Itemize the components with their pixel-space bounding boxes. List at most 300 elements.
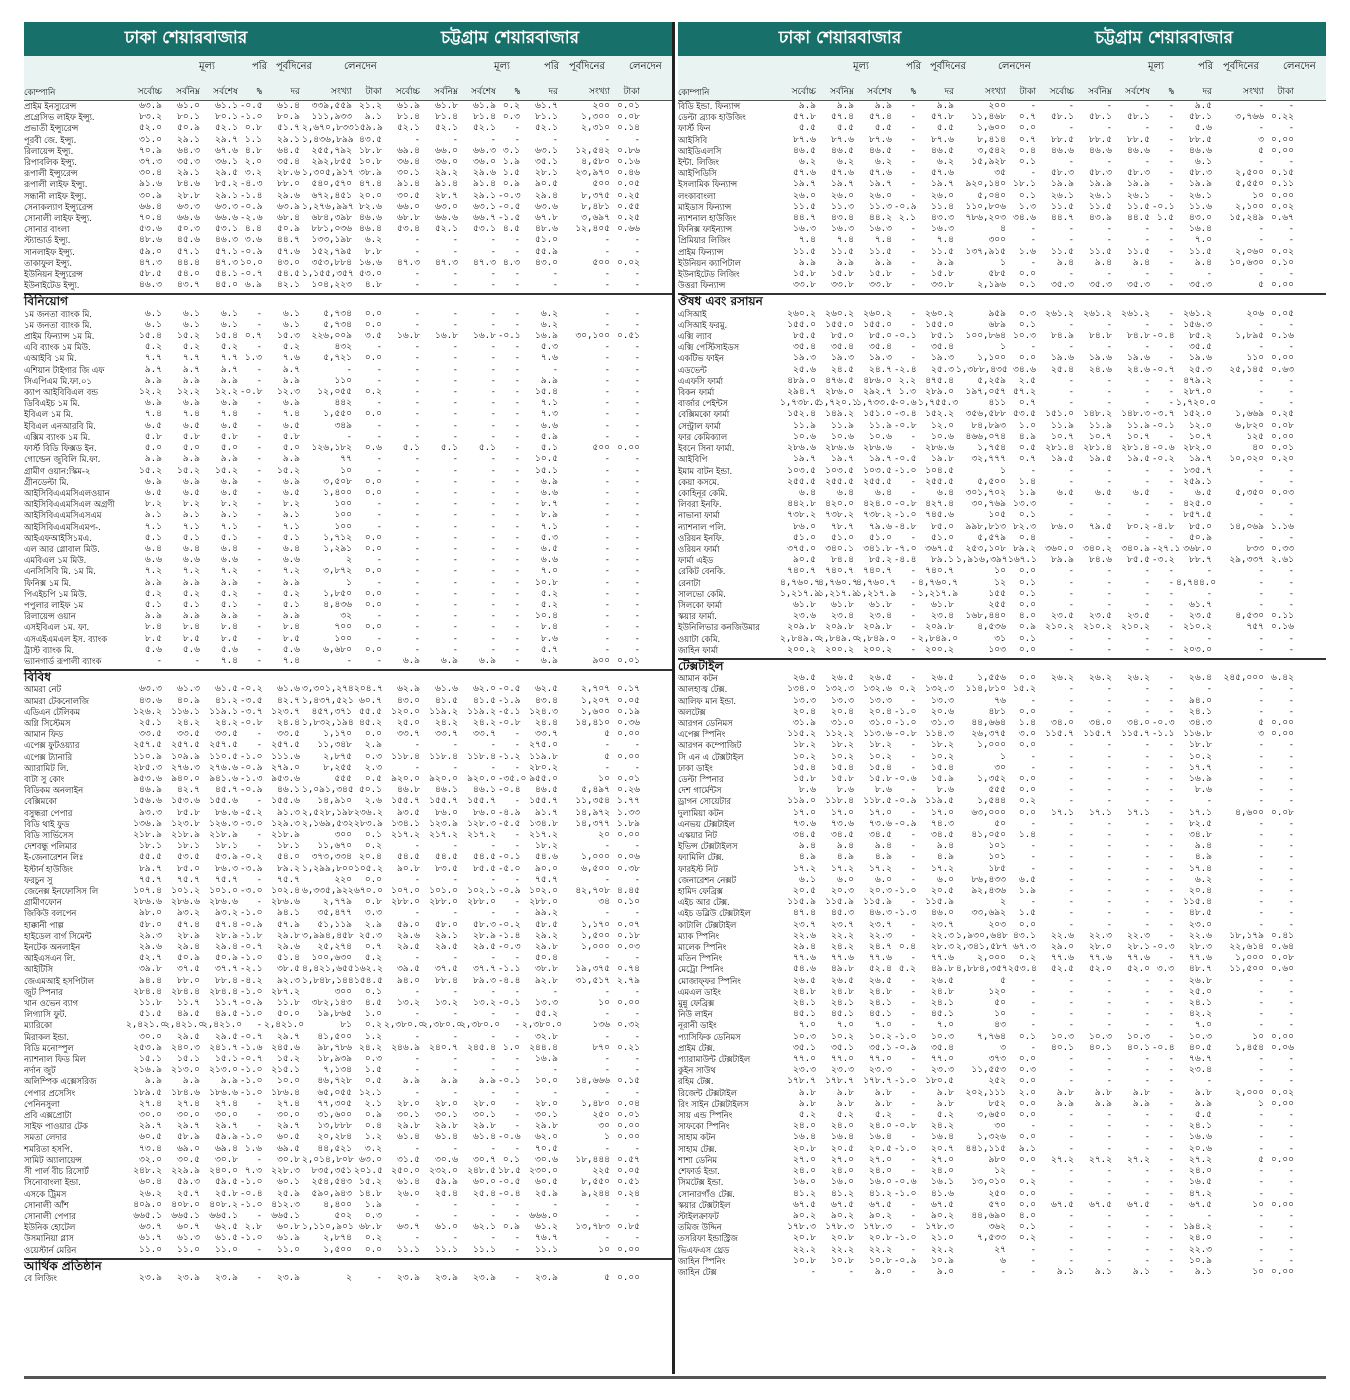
cell-value: ৪০.৯: [177, 695, 200, 706]
cell-value: ০.২৪: [617, 1188, 640, 1199]
cell-value: ১.৩: [244, 353, 262, 364]
cell-value: -: [1068, 123, 1074, 134]
cell-value: -: [604, 409, 610, 420]
cell-value: ১৫.৮: [793, 269, 816, 280]
cell-value: -: [552, 1199, 558, 1210]
cell-value: ১০.৩: [793, 1031, 816, 1042]
cell-value: ৮৪.৯: [1051, 331, 1074, 342]
cell-value: ০.৮: [364, 897, 382, 908]
cell-value: ৮.৪: [144, 622, 162, 633]
cell-value: ২০১.৫: [354, 1166, 383, 1177]
cell-value: ৮৯.২: [277, 863, 300, 874]
table-row: [678, 544, 1326, 555]
cell-value: -: [514, 431, 520, 442]
cell-value: ৬.৪২: [1271, 673, 1294, 684]
cell-value: ৯৪.০: [1189, 695, 1212, 706]
cell-value: ১,৫৪৪: [977, 796, 1006, 807]
cell-value: ৬৭২,৪৫১: [311, 190, 352, 201]
table-row: [678, 622, 1326, 633]
cell-value: -: [376, 521, 382, 532]
cell-value: -: [256, 319, 262, 330]
cell-value: -: [634, 487, 640, 498]
cell-value: ০.০: [1018, 644, 1036, 655]
cell-value: ২.৮: [244, 1222, 262, 1233]
table-row: [678, 387, 1326, 398]
cell-value: ১১০: [1246, 353, 1264, 364]
cell-value: ৪৪.৫: [1127, 213, 1150, 224]
table-row: [678, 987, 1326, 998]
company-name: এসকে ট্রিমস: [24, 1188, 67, 1199]
cell-value: -: [490, 953, 496, 964]
cell-value: ৭৮.৭: [831, 521, 854, 532]
cell-value: -: [1168, 633, 1174, 644]
cell-value: -: [376, 1272, 382, 1283]
cell-value: ২৭.০: [831, 1154, 854, 1165]
cell-value: ১১০.৯: [133, 751, 162, 762]
cell-value: ৫.১: [182, 532, 200, 543]
cell-value: -: [1258, 998, 1264, 1009]
cell-value: ৮১: [340, 1020, 352, 1031]
cell-value: -১.০: [894, 1233, 917, 1244]
cell-value: ৭৩.৬: [793, 818, 816, 829]
cell-value: -: [1068, 841, 1074, 852]
table-row: [24, 796, 672, 807]
table-row: [24, 718, 672, 729]
cell-value: ৩০.৬: [435, 1154, 458, 1165]
cell-value: -৪.৮: [1152, 521, 1175, 532]
table-row: [24, 740, 672, 751]
cell-value: -: [1258, 101, 1264, 111]
cell-value: ২১৭.২: [529, 830, 558, 840]
cell-value: -: [1144, 841, 1150, 852]
table-row: [24, 600, 672, 611]
cell-value: ১০৫.২: [354, 863, 383, 874]
cell-value: -: [1106, 532, 1112, 543]
cell-value: ১,৩২৬: [977, 1132, 1006, 1143]
cell-value: ১৪,৬৬৬: [575, 1076, 610, 1087]
cell-value: -: [604, 465, 610, 476]
table-row: [678, 235, 1326, 246]
company-name: আইএফআইসি১মএ.: [24, 532, 92, 543]
cell-value: -: [634, 953, 640, 964]
cell-value: -: [256, 796, 262, 807]
cell-value: ৪০.৫: [1189, 1042, 1212, 1053]
cell-value: ৩৩,৬৯২: [971, 908, 1006, 919]
cell-value: ৫৪.৬: [793, 964, 816, 975]
cell-value: ৮০.১: [177, 112, 200, 123]
cell-value: ২৮১.৪: [1121, 443, 1150, 454]
cell-value: -: [414, 308, 420, 319]
cell-value: ২,৮৪৯.০: [818, 633, 859, 644]
cell-value: ৫৭.৬: [869, 168, 892, 179]
cell-value: -: [514, 1210, 520, 1221]
cell-value: -৪.৯: [498, 807, 521, 818]
cell-value: -৫.০: [498, 863, 521, 874]
cell-value: ১৫৫.৭: [429, 796, 458, 807]
cell-value: ২৩.৩: [831, 1065, 854, 1076]
table-row: [678, 908, 1326, 919]
cell-value: ৫১.৭: [277, 123, 300, 134]
cell-value: ০.৬০: [1271, 964, 1294, 975]
cell-value: ৪২৪.০: [863, 499, 892, 510]
cell-value: -: [490, 398, 496, 409]
cell-value: ৩৫.৪: [869, 342, 892, 353]
cell-value: ৪৬.৫: [831, 145, 854, 156]
cell-value: ১,২১৭.৯: [856, 588, 897, 599]
cell-value: -০.৯: [894, 796, 917, 807]
cell-value: ২৩০.০: [529, 1166, 558, 1177]
cell-value: ৭০.৪: [139, 213, 162, 224]
cell-value: ১০.২: [931, 751, 954, 762]
cell-value: ৫২.১: [435, 224, 458, 235]
cell-value: ২১৫.১: [271, 1065, 300, 1076]
cell-value: -: [256, 740, 262, 751]
cell-value: ৮৮.৪: [435, 975, 458, 986]
company-name: এডিএন টেলিকম: [24, 706, 81, 717]
cell-value: ১৫২.০: [1183, 409, 1212, 420]
cell-value: -: [452, 622, 458, 633]
cell-value: -: [1144, 874, 1150, 885]
table-row: [24, 1200, 672, 1211]
cell-value: ২৫০: [592, 1110, 610, 1121]
cell-value: ৩০.৪: [139, 168, 162, 179]
cell-value: -: [1288, 510, 1294, 521]
cell-value: ৬.৫: [1056, 487, 1074, 498]
cell-value: ৫১.০: [869, 532, 892, 543]
cell-value: ১০: [1252, 190, 1264, 201]
cell-value: ১৩৬.৯: [133, 818, 162, 829]
cell-value: -: [1068, 342, 1074, 353]
cell-value: -: [1068, 706, 1074, 717]
cell-value: -: [1258, 740, 1264, 751]
cell-value: ২৩.৯: [139, 1272, 162, 1283]
cell-value: -: [514, 1087, 520, 1098]
cell-value: -০.২: [240, 684, 263, 695]
cell-value: ১,৪০০: [323, 487, 352, 498]
cell-value: ১৩.২: [435, 998, 458, 1009]
cell-value: ৫.২: [836, 1110, 854, 1121]
cell-value: -: [1068, 644, 1074, 655]
cell-value: ৬২.৯: [397, 684, 420, 695]
cell-value: ৩০.০: [177, 1110, 200, 1121]
cell-value: -: [1068, 908, 1074, 919]
cell-value: ৪.৩: [502, 257, 520, 268]
cell-value: ৩৫: [994, 168, 1006, 179]
cell-value: ২৫৪,৫৪৩: [311, 1177, 352, 1188]
cell-value: ৯.৯: [182, 577, 200, 588]
cell-value: ২০৬: [1246, 308, 1264, 319]
cell-value: ৫৯.৫: [215, 1177, 238, 1188]
cell-value: ৪২.১: [277, 280, 300, 291]
cell-value: -: [1168, 773, 1174, 784]
cell-value: -: [1144, 398, 1150, 409]
company-name: সী পার্ল বীচ রিসোর্ট: [24, 1166, 89, 1177]
company-name: রেনাটা: [678, 577, 701, 588]
cell-value: -: [1168, 353, 1174, 364]
company-name: বিডি সার্ভিসেস: [24, 830, 74, 840]
cell-value: ২৪.৫: [831, 364, 854, 375]
cell-value: -: [1144, 986, 1150, 997]
cell-value: -: [1106, 599, 1112, 610]
cell-value: ২২.৩: [1089, 930, 1112, 941]
cell-value: -: [1258, 1121, 1264, 1132]
cell-value: ৩৭.৩: [139, 157, 162, 168]
table-row: [678, 852, 1326, 863]
cell-value: -: [1288, 740, 1294, 751]
table-row: [24, 785, 672, 796]
cell-value: -: [414, 235, 420, 246]
table-row: [678, 841, 1326, 852]
cell-value: ২১০.২: [1183, 622, 1212, 633]
cell-value: ৪৮.৫: [1189, 908, 1212, 919]
cell-value: -: [1258, 1065, 1264, 1076]
cell-value: -০.৭: [240, 269, 263, 280]
cell-value: -: [910, 566, 916, 577]
cell-value: ৬১.৪: [397, 1132, 420, 1143]
cell-value: -১.১: [1152, 729, 1175, 740]
column-header: সর্বোচ্চ: [395, 86, 420, 97]
cell-value: ১,২১৭.৯: [780, 588, 821, 599]
cell-value: ১৯.৭: [831, 454, 854, 465]
cell-value: ১৭.২: [869, 863, 892, 874]
company-name: রিলায়েন্স ইন্স্যু.: [24, 145, 74, 156]
cell-value: ৪.৯: [874, 852, 892, 863]
cell-value: -: [1106, 1166, 1112, 1177]
cell-value: ২৩.৫: [1127, 611, 1150, 622]
cell-value: -: [514, 543, 520, 554]
cell-value: ৩৬.০: [473, 157, 496, 168]
cell-value: ২৫.০: [1189, 986, 1212, 997]
cell-value: ৪৭.৩: [397, 257, 420, 268]
cell-value: ৭.১: [182, 521, 200, 532]
table-row: [678, 752, 1326, 763]
cell-value: ২০.৩: [831, 886, 854, 897]
cell-value: -: [414, 588, 420, 599]
cell-value: ১০.৩: [931, 1031, 954, 1042]
cell-value: -: [256, 487, 262, 498]
cell-value: -: [514, 830, 520, 840]
cell-value: -: [1288, 1020, 1294, 1031]
cell-value: ২৬.০: [793, 190, 816, 201]
cell-value: ৬.১: [182, 308, 200, 319]
column-header: সংখ্যা: [589, 86, 610, 97]
cell-value: -: [1144, 599, 1150, 610]
table-row: [678, 611, 1326, 622]
cell-value: -: [1068, 740, 1074, 751]
cell-value: ০.০৮: [1271, 807, 1294, 818]
cell-value: -: [634, 1143, 640, 1154]
cell-value: -: [604, 235, 610, 246]
cell-value: ২৪.৬: [1127, 364, 1150, 375]
cell-value: -: [1168, 673, 1174, 684]
cell-value: -: [634, 555, 640, 566]
cell-value: -: [414, 1087, 420, 1098]
cell-value: -: [1068, 852, 1074, 863]
cell-value: -১.০: [240, 953, 263, 964]
cell-value: -: [1288, 1233, 1294, 1244]
cell-value: -: [1258, 1166, 1264, 1177]
company-name: পেনিনসুলা: [24, 1098, 60, 1109]
cell-value: -: [1168, 841, 1174, 852]
cell-value: ১৮৯.৫: [133, 1087, 162, 1098]
table-row: [24, 1155, 672, 1166]
cell-value: -: [490, 599, 496, 610]
cell-value: -: [910, 863, 916, 874]
cell-value: -: [1144, 908, 1150, 919]
cell-value: ০.১৬: [1271, 331, 1294, 342]
cell-value: ০.০০: [1271, 280, 1294, 291]
cell-value: -: [1288, 387, 1294, 398]
cell-value: ২৫.৪: [435, 1188, 458, 1199]
cell-value: ১০৭.০: [391, 886, 420, 897]
cell-value: ৬.৫: [282, 420, 300, 431]
cell-value: ১,৬০০: [977, 123, 1006, 134]
cell-value: ৪২.৭: [177, 785, 200, 796]
cell-value: -: [1144, 224, 1150, 235]
table-row: [24, 1032, 672, 1043]
cell-value: ১০: [1252, 1031, 1264, 1042]
cell-value: ৫৫.৯: [535, 246, 558, 257]
section-title: বিনিয়োগ: [24, 293, 672, 308]
cell-value: ৬,৫০০: [581, 863, 610, 874]
company-name: লংকাবাংলা: [678, 190, 716, 201]
cell-value: -: [346, 431, 352, 442]
cell-value: ৮৮.৫: [1051, 134, 1074, 145]
cell-value: ৯.৯: [144, 1076, 162, 1087]
cell-value: -: [376, 375, 382, 386]
cell-value: -: [1030, 841, 1036, 852]
cell-value: ৭৭.০: [831, 1054, 854, 1065]
table-row: [24, 819, 672, 830]
cell-value: ১,৮৩২,১৯৪: [302, 717, 354, 728]
cell-value: ৭৩.৬: [831, 818, 854, 829]
cell-value: -: [910, 644, 916, 655]
cell-value: ৫২.০: [1127, 964, 1150, 975]
cell-value: -: [514, 235, 520, 246]
cell-value: ৪৫.৩: [831, 908, 854, 919]
cell-value: ১১.৯: [793, 420, 816, 431]
cell-value: ৩৬.১: [215, 157, 238, 168]
cell-value: -: [604, 874, 610, 885]
cell-value: ৭.৪: [144, 409, 162, 420]
cell-value: ১৬.৮: [397, 331, 420, 342]
cell-value: -: [1068, 577, 1074, 588]
cell-value: ১১.৩: [869, 201, 892, 212]
cell-value: ৪৭৫.৪: [925, 375, 954, 386]
cell-value: -: [1106, 1233, 1112, 1244]
cell-value: ১৬.৮: [473, 331, 496, 342]
cell-value: -: [1258, 588, 1264, 599]
cell-value: -: [604, 1065, 610, 1076]
cell-value: ৬৩.৯: [139, 101, 162, 111]
cell-value: ২৬১.২: [1083, 308, 1112, 319]
cell-value: ২৩.৯: [177, 1272, 200, 1283]
cell-value: ০.০৭: [617, 919, 640, 930]
cell-value: -: [514, 375, 520, 386]
table-row: [24, 656, 672, 667]
cell-value: -: [376, 655, 382, 666]
cell-value: ২২.২: [793, 1244, 816, 1255]
cell-value: ৫১.০: [931, 532, 954, 543]
company-name: এইচ ডব্লিউ টেক্সটাইল: [678, 908, 751, 919]
cell-value: -: [1258, 796, 1264, 807]
table-row: [678, 886, 1326, 897]
cell-value: ৩৫,৪৭৭: [317, 908, 352, 919]
ctg-market-title: চট্টগ্রাম শেয়ারবাজার: [440, 28, 580, 48]
cell-value: -: [1068, 986, 1074, 997]
cell-value: ৪২.৭: [277, 695, 300, 706]
cell-value: -: [1288, 897, 1294, 908]
cell-value: ১৬.০: [869, 1177, 892, 1188]
cell-value: ৬.৯: [540, 655, 558, 666]
cell-value: -: [452, 1210, 458, 1221]
cell-value: ৭০.৯: [139, 145, 162, 156]
cell-value: ৬.৫: [182, 420, 200, 431]
cell-value: -: [414, 532, 420, 543]
cell-value: -: [910, 443, 916, 454]
cell-value: -: [1068, 269, 1074, 280]
cell-value: -: [490, 269, 496, 280]
cell-value: ২৫.৩: [1189, 364, 1212, 375]
stock-market-page: [24, 22, 1326, 1374]
cell-value: ৪৪.২: [869, 213, 892, 224]
cell-value: ৬.৯: [220, 476, 238, 487]
table-row: [24, 213, 672, 224]
cell-value: ২০.৪: [793, 706, 816, 717]
cell-value: -: [910, 762, 916, 773]
cell-value: ১৩,০১০: [971, 1177, 1006, 1188]
cell-value: -: [604, 1054, 610, 1065]
cell-value: ২৯.১: [215, 190, 238, 201]
cell-value: ৫.১: [282, 532, 300, 543]
cell-value: -: [1168, 269, 1174, 280]
cell-value: -: [514, 342, 520, 353]
company-name: দেশ গার্মেন্টস: [678, 785, 722, 796]
cell-value: ০.০৬: [617, 852, 640, 863]
cell-value: ১৬২.২: [354, 964, 383, 975]
cell-value: ৫.২: [282, 342, 300, 353]
cell-value: ১৫২.৪: [787, 409, 816, 420]
company-name: ইস্টার্ন হাউজিং: [24, 863, 73, 874]
cell-value: ০.০: [1018, 566, 1036, 577]
cell-value: -২৭.১: [1152, 543, 1181, 554]
cell-value: -: [910, 1110, 916, 1121]
cell-value: ২৪.৮: [931, 986, 954, 997]
cell-value: ২৯.১: [277, 134, 300, 145]
cell-value: ২০০: [988, 101, 1006, 111]
cell-value: -: [490, 740, 496, 751]
cell-value: -: [514, 908, 520, 919]
cell-value: -: [452, 841, 458, 852]
cell-value: -: [1258, 841, 1264, 852]
cell-value: ৫,২৫৯: [977, 375, 1006, 386]
table-row: [678, 365, 1326, 376]
company-name: সিএপিএম মি.ফা.০১: [24, 375, 92, 386]
cell-value: ৫৯.০: [139, 246, 162, 257]
cell-value: -: [376, 454, 382, 465]
cell-value: ২৪৫,০০০: [1223, 673, 1264, 684]
cell-value: ৩: [1258, 134, 1264, 145]
cell-value: ২,১০০: [1235, 201, 1264, 212]
cell-value: ৩.৬: [244, 235, 262, 246]
table-row: [24, 320, 672, 331]
cell-value: -০.৪: [240, 1188, 263, 1199]
cell-value: -৩.৪: [894, 409, 917, 420]
company-name: ড্রাগন সোয়েটার: [678, 796, 731, 807]
cell-value: ৩১,৬০০: [317, 1110, 352, 1121]
cell-value: ১২.০: [1189, 420, 1212, 431]
cell-value: ৫.২: [936, 1110, 954, 1121]
